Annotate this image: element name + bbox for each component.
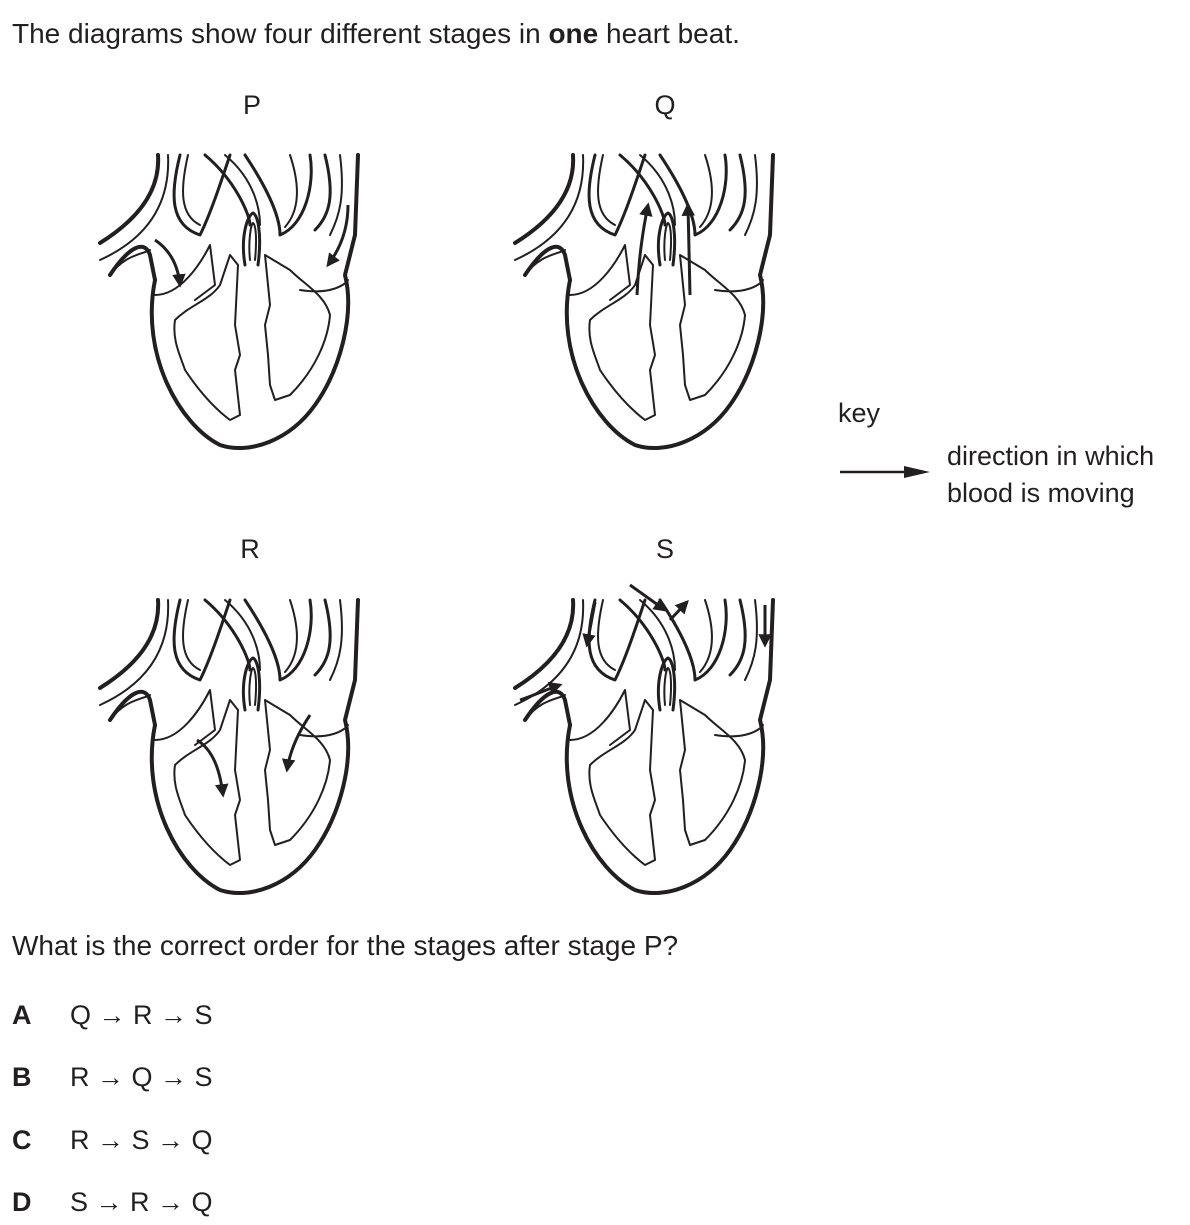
stage-label-q: Q: [654, 90, 676, 120]
stage-label-r: R: [240, 534, 260, 564]
blood-flow-arrows-p: [155, 205, 348, 285]
heart-diagram-s: [515, 600, 785, 895]
heart-diagram-p: [100, 155, 370, 450]
heart-diagram-r: [100, 600, 370, 895]
option-text: R → S → Q: [70, 1125, 213, 1155]
intro-text-before: The diagrams show four different stages in: [12, 18, 549, 49]
key-description: [947, 438, 1154, 512]
option-letter: B: [12, 1062, 32, 1092]
option-letter: D: [12, 1187, 32, 1217]
key-description-line2: blood is moving: [947, 478, 1135, 508]
option-d[interactable]: [12, 1187, 213, 1218]
option-text: R → Q → S: [70, 1062, 213, 1092]
key-arrow-icon: [838, 462, 933, 482]
option-a[interactable]: [12, 1000, 213, 1031]
intro-text-after: heart beat.: [598, 18, 740, 49]
key-description-line1: direction in which: [947, 441, 1155, 471]
option-text: Q → R → S: [70, 1000, 213, 1030]
option-c[interactable]: [12, 1125, 213, 1156]
question-text: What is the correct order for the stages after stage P?: [12, 930, 679, 961]
key-title: key: [838, 398, 881, 428]
heart-diagram-q: [515, 155, 785, 450]
stage-label-s: S: [655, 534, 674, 564]
intro-text: [12, 18, 740, 50]
stage-label-p: P: [242, 90, 261, 120]
option-letter: A: [12, 1000, 32, 1030]
option-letter: C: [12, 1125, 32, 1155]
option-b[interactable]: [12, 1062, 213, 1093]
intro-text-bold: one: [548, 18, 599, 49]
option-text: S → R → Q: [70, 1187, 213, 1217]
